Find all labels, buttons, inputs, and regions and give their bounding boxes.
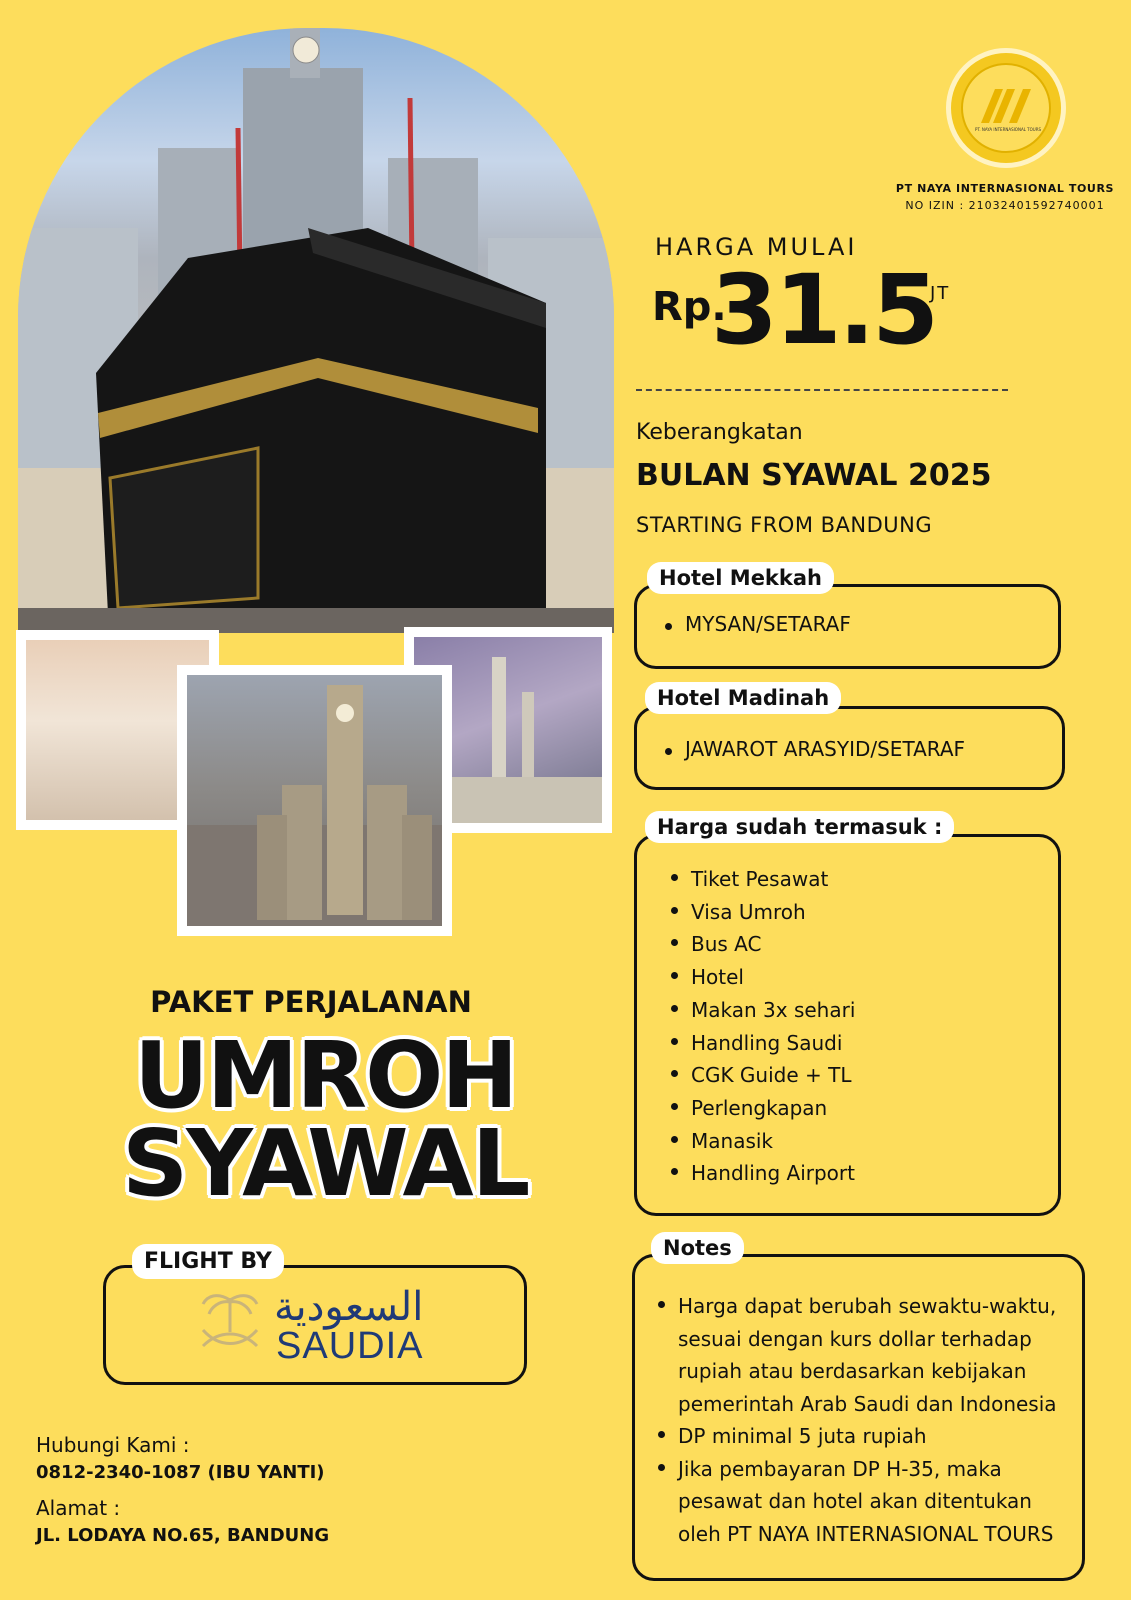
list-item: DP minimal 5 juta rupiah — [678, 1420, 1072, 1453]
hotel-mekkah-title: Hotel Mekkah — [647, 562, 834, 594]
price-value: 31.5 — [711, 254, 936, 366]
list-item: Perlengkapan — [691, 1092, 1058, 1125]
address-value: JL. LODAYA NO.65, BANDUNG — [36, 1525, 330, 1546]
departure-origin: STARTING FROM BANDUNG — [636, 513, 933, 537]
logo-badge — [961, 63, 1051, 153]
package-title-line2: SYAWAL — [122, 1110, 529, 1217]
notes-title: Notes — [651, 1232, 744, 1264]
price-includes-title: Harga sudah termasuk : — [645, 811, 954, 843]
company-license: NO IZIN : 21032401592740001 — [905, 199, 1105, 212]
list-item: Handling Airport — [691, 1157, 1058, 1190]
list-item: Jika pembayaran DP H-35, maka pesawat dan hotel akan ditentukan oleh PT NAYA INTERNASIONAL TOURS — [678, 1453, 1072, 1551]
logo-caption: PT. NAYA INTERNASIONAL TOURS — [974, 127, 1042, 132]
flight-label: FLIGHT BY — [132, 1244, 284, 1279]
divider — [636, 389, 1008, 391]
price-unit: JT — [930, 283, 951, 304]
kaaba-photo — [18, 28, 614, 633]
package-subtitle: PAKET PERJALANAN — [150, 985, 472, 1019]
notes-box — [632, 1236, 1085, 1581]
departure-value: BULAN SYAWAL 2025 — [636, 458, 992, 493]
list-item: CGK Guide + TL — [691, 1059, 1058, 1092]
list-item: Bus AC — [691, 928, 1058, 961]
list-item: Visa Umroh — [691, 896, 1058, 929]
list-item: JAWAROT ARASYID/SETARAF — [685, 737, 1062, 761]
departure-label: Keberangkatan — [636, 420, 803, 445]
contact-phone: 0812-2340-1087 (IBU YANTI) — [36, 1462, 325, 1483]
airline-name: SAUDIA — [276, 1325, 424, 1367]
hotel-madinah-title: Hotel Madinah — [645, 682, 841, 714]
package-title-line1: UMROH — [134, 1022, 517, 1129]
company-name: PT NAYA INTERNASIONAL TOURS — [895, 182, 1115, 195]
list-item: Harga dapat berubah sewaktu-waktu, sesuai dengan kurs dollar terhadap rupiah atau berdasarkan kebijakan pemerintah Arab Saudi dan Indonesia — [678, 1290, 1072, 1420]
price-label: HARGA MULAI — [655, 233, 858, 261]
airline-name-arabic: السعودية — [274, 1284, 424, 1330]
list-item: Manasik — [691, 1125, 1058, 1158]
list-item: Tiket Pesawat — [691, 863, 1058, 896]
kaaba-illustration — [18, 28, 614, 633]
ny-monogram-icon — [963, 65, 1049, 151]
address-label: Alamat : — [36, 1496, 121, 1520]
list-item: MYSAN/SETARAF — [685, 612, 1058, 636]
hotel-mekkah-box — [634, 566, 1061, 669]
hotel-madinah-box — [634, 686, 1065, 790]
list-item: Hotel — [691, 961, 1058, 994]
list-item: Makan 3x sehari — [691, 994, 1058, 1027]
clock-tower-photo — [177, 665, 452, 936]
list-item: Handling Saudi — [691, 1027, 1058, 1060]
company-logo — [946, 48, 1066, 168]
palm-swords-emblem-icon — [195, 1286, 265, 1358]
contact-label: Hubungi Kami : — [36, 1433, 190, 1457]
clock-tower-illustration — [187, 675, 442, 926]
price-includes-box — [634, 815, 1061, 1216]
price-prefix: Rp. — [652, 284, 727, 330]
photo-image — [187, 675, 442, 926]
